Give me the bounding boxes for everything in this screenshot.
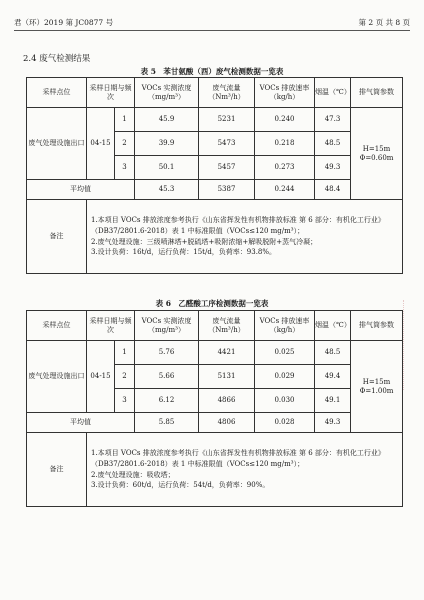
page-header xyxy=(14,17,410,31)
rate-cell: 0.273 xyxy=(255,156,315,180)
table5-notes-row xyxy=(27,200,403,274)
location-cell: 废气处理设施出口 xyxy=(27,108,87,180)
conc-cell: 50.1 xyxy=(135,156,199,180)
stack-diameter: Φ=1.00m xyxy=(359,386,394,395)
table5-header-row xyxy=(27,78,403,108)
avg-temp: 49.3 xyxy=(315,413,351,433)
conc-cell: 6.12 xyxy=(135,389,199,413)
rate-cell: 0.218 xyxy=(255,132,315,156)
flow-cell: 4866 xyxy=(199,389,255,413)
stack-cell xyxy=(351,341,403,433)
note-line: 2.废气处理设施：三级喷淋塔+脱硫塔+吸附浓缩+解吸脱附+蒸气冷凝； xyxy=(91,237,318,246)
col-stack: 排气筒参数 xyxy=(351,311,403,341)
note-line: 1.本项目 VOCs 排放浓度参考执行《山东省挥发性有机物排放标准 第 6 部分：有机化工行业》（DB37/2801.6-2018）表 1 中标准限值（VOCs≤120 mg/m³）； xyxy=(91,448,385,468)
col-temp: 烟温（℃） xyxy=(315,78,351,108)
col-location: 采样点位 xyxy=(27,311,87,341)
rate-cell: 0.029 xyxy=(255,365,315,389)
flow-cell: 5473 xyxy=(199,132,255,156)
conc-cell: 39.9 xyxy=(135,132,199,156)
avg-flow: 5387 xyxy=(199,180,255,200)
col-flow: 废气流量（Nm³/h） xyxy=(199,78,255,108)
col-stack: 排气筒参数 xyxy=(351,78,403,108)
avg-rate: 0.244 xyxy=(255,180,315,200)
freq-cell: 3 xyxy=(115,156,135,180)
notes-cell xyxy=(87,200,403,274)
conc-cell: 5.76 xyxy=(135,341,199,365)
col-flow: 废气流量（Nm³/h） xyxy=(199,311,255,341)
flow-cell: 5131 xyxy=(199,365,255,389)
note-line: 2.废气处理设施：吸收塔； xyxy=(91,470,175,479)
freq-cell: 3 xyxy=(115,389,135,413)
avg-label: 平均值 xyxy=(27,413,135,433)
freq-cell: 2 xyxy=(115,132,135,156)
temp-cell: 49.1 xyxy=(315,389,351,413)
col-conc: VOCs 实测浓度（mg/m³） xyxy=(135,311,199,341)
note-line: 1.本项目 VOCs 排放浓度参考执行《山东省挥发性有机物排放标准 第 6 部分：有机化工行业》（DB37/2801.6-2018）表 1 中标准限值（VOCs≤120 mg/m³）； xyxy=(91,215,385,235)
col-rate: VOCs 排放速率（kg/h） xyxy=(255,311,315,341)
note-line: 3.设计负荷：16t/d，运行负荷：15t/d，负荷率：93.8%。 xyxy=(91,248,277,257)
freq-cell: 1 xyxy=(115,341,135,365)
table5-avg-row xyxy=(27,180,403,200)
section-title: 2.4 废气检测结果 xyxy=(23,54,91,64)
avg-temp: 48.4 xyxy=(315,180,351,200)
date-cell: 04-15 xyxy=(87,108,115,180)
freq-cell: 2 xyxy=(115,365,135,389)
date-cell: 04-15 xyxy=(87,341,115,413)
avg-conc: 45.3 xyxy=(135,180,199,200)
table6-header-row xyxy=(27,311,403,341)
temp-cell: 49.3 xyxy=(315,156,351,180)
location-cell: 废气处理设施出口 xyxy=(27,341,87,413)
temp-cell: 49.4 xyxy=(315,365,351,389)
avg-flow: 4806 xyxy=(199,413,255,433)
freq-cell: 1 xyxy=(115,108,135,132)
flow-cell: 5231 xyxy=(199,108,255,132)
col-rate: VOCs 排放速率（kg/h） xyxy=(255,78,315,108)
table5-caption: 表 5 苯甘氨酸（酉）废气检测数据一览表 xyxy=(140,67,284,76)
note-line: 3.设计负荷：60t/d，运行负荷：54t/d，负荷率：90%。 xyxy=(91,481,270,490)
col-conc: VOCs 实测浓度（mg/m³） xyxy=(135,78,199,108)
note-label: 备注 xyxy=(27,433,87,507)
conc-cell: 5.66 xyxy=(135,365,199,389)
note-label: 备注 xyxy=(27,200,87,274)
table5 xyxy=(26,77,403,274)
col-location: 采样点位 xyxy=(27,78,87,108)
notes-cell xyxy=(87,433,403,507)
stack-height: H=15m xyxy=(362,378,391,387)
flow-cell: 4421 xyxy=(199,341,255,365)
rate-cell: 0.240 xyxy=(255,108,315,132)
stack-height: H=15m xyxy=(362,145,391,154)
conc-cell: 45.9 xyxy=(135,108,199,132)
rate-cell: 0.030 xyxy=(255,389,315,413)
table6 xyxy=(26,310,403,507)
temp-cell: 47.3 xyxy=(315,108,351,132)
flow-cell: 5457 xyxy=(199,156,255,180)
page-info: 第 2 页 共 8 页 xyxy=(358,18,410,27)
stack-cell xyxy=(351,108,403,200)
avg-rate: 0.028 xyxy=(255,413,315,433)
rate-cell: 0.025 xyxy=(255,341,315,365)
report-number: 君（环）2019 第 JC0877 号 xyxy=(14,18,114,27)
avg-label: 平均值 xyxy=(27,180,135,200)
col-date-freq: 采样日期与频次 xyxy=(87,311,135,341)
table6-notes-row xyxy=(27,433,403,507)
col-date-freq: 采样日期与频次 xyxy=(87,78,135,108)
table6-caption: 表 6 乙醛酸工序检测数据一览表 xyxy=(155,299,269,308)
table6-avg-row xyxy=(27,413,403,433)
table-row xyxy=(27,108,403,132)
temp-cell: 48.5 xyxy=(315,132,351,156)
avg-conc: 5.85 xyxy=(135,413,199,433)
table-row xyxy=(27,341,403,365)
col-temp: 烟温（℃） xyxy=(315,311,351,341)
seal-edge-mark xyxy=(403,300,420,390)
stack-diameter: Φ=0.60m xyxy=(359,153,394,162)
temp-cell: 48.5 xyxy=(315,341,351,365)
